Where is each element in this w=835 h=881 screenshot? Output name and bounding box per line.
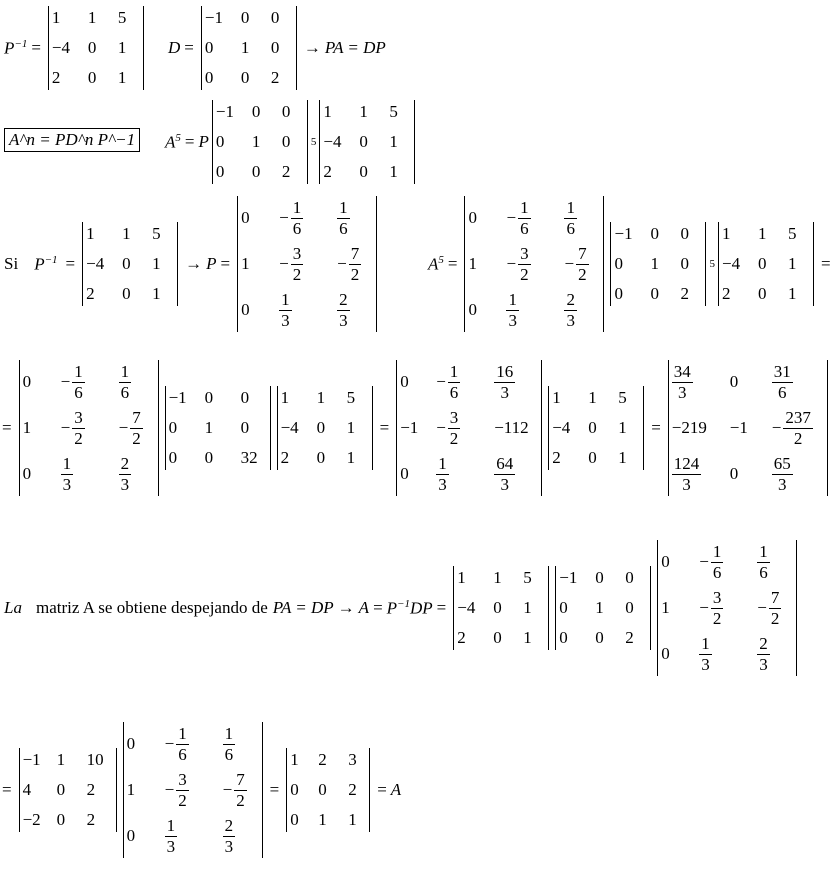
matrix-cell: 1: [721, 224, 731, 244]
matrix-cell: 0: [559, 628, 568, 648]
pinv-matrix: [453, 566, 549, 650]
matrix-cell: 0: [595, 568, 604, 588]
matrix-cell: 1: [493, 568, 502, 588]
matrix-cell: $\frac{1}{3}$: [62, 454, 72, 494]
matrix-cell: 1: [86, 224, 95, 244]
matrix-cell: 1: [56, 750, 66, 770]
equation-a5-substituted: $A^5$ = 0 − $\frac{1}{6}$ $\frac{1}{6}$ 1 − $\frac{3}{2}$ − $\frac{7}{2}$ 0 $\frac{1}{3}$ $\frac{2}{3}$ −1 0 0 0 1 0 0 0 2 5 1 1 5 −4 0 1 2 0 1 =: [428, 196, 835, 332]
matrix-cell: 0: [595, 628, 604, 648]
matrix-cell: $\frac{1}{6}$: [759, 542, 768, 582]
matrix-cell: 0: [290, 780, 299, 800]
matrix-cell: −4: [457, 598, 476, 618]
matrix-cell: 0: [468, 208, 477, 228]
matrix-cell: $\frac{124}{3}$: [673, 454, 700, 494]
matrix-cell: $\frac{2}{3}$: [224, 816, 234, 856]
matrix-cell: 0: [468, 300, 477, 320]
matrix-cell: −1: [204, 8, 223, 27]
d-matrix-power: [212, 100, 308, 184]
matrix-cell: −1: [400, 418, 419, 438]
pinv-matrix: [718, 222, 814, 306]
matrix-cell: $\frac{2}{3}$: [566, 290, 575, 330]
matrix-cell: 0: [122, 284, 131, 304]
matrix-cell: 5: [787, 224, 797, 244]
matrix-cell: 0: [240, 8, 250, 27]
matrix-cell: −112: [494, 418, 529, 438]
p-matrix: [19, 360, 159, 496]
matrix-cell: 1: [122, 224, 131, 244]
matrix-cell: 0: [493, 598, 502, 618]
matrix-cell: 5: [523, 568, 532, 588]
matrix-cell: 1: [251, 132, 261, 151]
matrix-cell: 1: [280, 388, 290, 408]
p-symbol: P: [198, 132, 209, 151]
matrix-cell: 5: [346, 388, 356, 408]
matrix-cell: $\frac{1}{3}$: [701, 634, 710, 674]
matrix-cell: 0: [757, 284, 767, 304]
matrix-cell: 1: [346, 418, 356, 438]
matrix-cell: 2: [721, 284, 731, 304]
matrix-cell: 1: [468, 254, 477, 274]
matrix-cell: 0: [251, 102, 261, 121]
matrix-cell: 0: [493, 628, 502, 648]
an-formula-box: A^n = PD^n P^−1: [4, 128, 140, 152]
p-matrix: [123, 722, 263, 858]
matrix-cell: − $\frac{3}{2}$: [279, 244, 302, 284]
matrix-cell: − $\frac{3}{2}$: [699, 588, 722, 628]
matrix-cell: 1: [618, 418, 627, 438]
matrix-cell: 0: [359, 162, 368, 181]
matrix-cell: 2: [86, 284, 95, 304]
matrix-cell: 0: [290, 810, 299, 830]
matrix-cell: −4: [51, 38, 71, 57]
matrix-cell: 0: [251, 162, 261, 181]
matrix-cell: − $\frac{3}{2}$: [436, 408, 459, 448]
matrix-cell: 0: [22, 372, 32, 392]
matrix-cell: 1: [152, 254, 161, 274]
matrix-cell: −2: [22, 810, 41, 830]
matrix-cell: 0: [680, 254, 689, 274]
matrix-cell: − $\frac{7}{2}$: [564, 244, 587, 284]
matrix-cell: −1: [168, 388, 187, 408]
matrix-cell: 1: [117, 38, 127, 57]
power-exponent: 5: [310, 136, 317, 148]
matrix-cell: − $\frac{7}{2}$: [757, 588, 780, 628]
matrix-cell: 0: [588, 448, 597, 468]
pinvd-matrix: [19, 748, 117, 832]
matrix-cell: 1: [523, 598, 532, 618]
matrix-cell: −4: [552, 418, 571, 438]
matrix-cell: − $\frac{7}{2}$: [337, 244, 360, 284]
matrix-cell: 1: [618, 448, 627, 468]
matrix-cell: 1: [318, 810, 327, 830]
d5-matrix: [165, 386, 271, 470]
matrix-cell: 2: [318, 750, 327, 770]
matrix-cell: 0: [316, 418, 326, 438]
matrix-cell: 2: [51, 68, 61, 87]
equation-solve-a: La matriz A se obtiene despejando de PA = DP → A = $P^{-1}DP$ = 1 1 5 −4 0 1 2 0 1 −1 0 0 0 1 0 0 0 2 0 − $\frac{1}{6}$ $\frac{1}{6}$ 1 − $\frac{3}{2}$ − $\frac{7}{2}$ 0 $\frac{1}{3}$ $\frac{2}{3}$: [4, 540, 800, 676]
matrix-cell: 1: [359, 102, 368, 121]
matrix-cell: 1: [523, 628, 532, 648]
equation-si-p: Si $P^{-1}$ = 1 1 5 −4 0 1 2 0 1 → P = 0 − $\frac{1}{6}$ $\frac{1}{6}$ 1 − $\frac{3}{2}$ − $\frac{7}{2}$ 0 $\frac{1}{3}$ $\frac{2}{3}$: [4, 196, 380, 332]
pinv-matrix: [277, 386, 373, 470]
matrix-cell: 0: [168, 448, 178, 468]
matrix-cell: 1: [389, 132, 398, 151]
matrix-cell: $\frac{1}{3}$: [166, 816, 176, 856]
matrix-cell: 0: [22, 464, 32, 484]
matrix-cell: 2: [86, 780, 96, 800]
matrix-cell: 1: [22, 418, 32, 438]
matrix-cell: 1: [552, 388, 561, 408]
p-matrix: [657, 540, 797, 676]
matrix-cell: 0: [400, 464, 409, 484]
matrix-cell: 1: [240, 38, 250, 57]
matrix-cell: −4: [280, 418, 299, 438]
matrix-cell: 0: [204, 388, 214, 408]
matrix-cell: 1: [348, 810, 357, 830]
matrix-cell: 0: [87, 68, 97, 87]
pinv-matrix: [319, 100, 415, 184]
matrix-cell: 5: [117, 8, 127, 27]
d-matrix: [555, 566, 651, 650]
matrix-cell: $\frac{2}{3}$: [339, 290, 348, 330]
matrix-cell: 1: [787, 284, 797, 304]
pinv-symbol: $P^{-1}$: [4, 37, 28, 58]
matrix-cell: 2: [281, 162, 291, 181]
matrix-cell: 0: [204, 448, 214, 468]
matrix-cell: 1: [595, 598, 604, 618]
matrix-cell: 1: [457, 568, 466, 588]
matrix-cell: 2: [270, 68, 280, 87]
matrix-cell: $\frac{1}{6}$: [339, 198, 348, 238]
matrix-cell: 0: [729, 372, 739, 392]
d-symbol: D: [168, 38, 181, 57]
matrix-cell: 2: [625, 628, 634, 648]
matrix-cell: 4: [22, 780, 32, 800]
matrix-cell: 0: [680, 224, 689, 244]
matrix-cell: 0: [241, 208, 250, 228]
relation-pa-dp: PA = DP: [272, 598, 334, 618]
pinv-matrix: [82, 222, 178, 306]
matrix-cell: $\frac{34}{3}$: [673, 362, 691, 402]
matrix-cell: 0: [729, 464, 739, 484]
matrix-cell: $\frac{65}{3}$: [773, 454, 791, 494]
matrix-cell: 1: [241, 254, 250, 274]
matrix-cell: −1: [215, 102, 234, 121]
matrix-cell: − $\frac{1}{6}$: [699, 542, 722, 582]
matrix-cell: 2: [680, 284, 689, 304]
matrix-cell: −1: [559, 568, 578, 588]
matrix-cell: 1: [661, 598, 670, 618]
matrix-cell: 1: [290, 750, 299, 770]
matrix-cell: 0: [625, 598, 634, 618]
matrix-cell: − $\frac{7}{2}$: [222, 770, 245, 810]
matrix-cell: 1: [787, 254, 797, 274]
pd5-matrix: [396, 360, 542, 496]
matrix-cell: 0: [281, 132, 291, 151]
matrix-cell: 32: [240, 448, 258, 468]
matrix-cell: 1: [51, 8, 61, 27]
matrix-cell: −219: [671, 418, 707, 438]
si-label: Si: [4, 254, 19, 274]
matrix-cell: 1: [588, 388, 597, 408]
matrix-cell: 0: [757, 254, 767, 274]
matrix-cell: 1: [323, 102, 332, 121]
matrix-cell: 2: [323, 162, 332, 181]
power-exponent: 5: [709, 258, 715, 271]
matrix-cell: −4: [721, 254, 741, 274]
matrix-cell: 0: [661, 552, 670, 572]
equation-pinv-definition: $P^{-1}$ = 1 1 5 −4 0 1 2 0 1: [4, 6, 147, 90]
matrix-cell: 0: [359, 132, 368, 151]
p-symbol: P: [206, 254, 217, 274]
matrix-cell: 0: [316, 448, 326, 468]
matrix-cell: 0: [650, 224, 659, 244]
matrix-cell: $\frac{1}{3}$: [438, 454, 447, 494]
matrix-cell: $\frac{1}{6}$: [224, 724, 234, 764]
matrix-cell: $\frac{31}{6}$: [773, 362, 791, 402]
matrix-cell: 1: [152, 284, 161, 304]
matrix-cell: 0: [614, 284, 623, 304]
matrix-cell: 0: [168, 418, 178, 438]
matrix-cell: −4: [323, 132, 342, 151]
matrix-cell: 5: [152, 224, 161, 244]
matrix-cell: 1: [346, 448, 356, 468]
matrix-cell: − $\frac{1}{6}$: [279, 198, 302, 238]
matrix-cell: 0: [240, 68, 250, 87]
a5-symbol: $A^5$: [165, 131, 181, 152]
matrix-cell: 1: [650, 254, 659, 274]
matrix-cell: − $\frac{1}{6}$: [506, 198, 529, 238]
matrix-cell: 1: [117, 68, 127, 87]
matrix-cell: 0: [625, 568, 634, 588]
matrix-cell: $\frac{16}{3}$: [496, 362, 514, 402]
matrix-cell: 0: [204, 68, 214, 87]
a-matrix: [286, 748, 370, 832]
matrix-cell: − $\frac{237}{2}$: [771, 408, 811, 448]
matrix-cell: 1: [389, 162, 398, 181]
matrix-cell: $\frac{1}{6}$: [120, 362, 130, 402]
equation-d-definition: D = −1 0 0 0 1 0 0 0 2 → PA = DP: [168, 6, 386, 90]
matrix-cell: − $\frac{1}{6}$: [60, 362, 83, 402]
matrix-cell: 0: [56, 780, 66, 800]
matrix-cell: −1: [22, 750, 41, 770]
matrix-cell: 0: [240, 388, 250, 408]
matrix-cell: 5: [618, 388, 627, 408]
matrix-cell: 0: [281, 102, 291, 121]
sentence-text: matriz A se obtiene despejando de: [35, 598, 268, 618]
matrix-cell: 0: [126, 826, 136, 846]
matrix-cell: 0: [56, 810, 66, 830]
matrix-cell: 2: [348, 780, 357, 800]
matrix-cell: 0: [661, 644, 670, 664]
matrix-cell: 0: [588, 418, 597, 438]
matrix-cell: − $\frac{7}{2}$: [118, 408, 141, 448]
a-symbol: A: [390, 780, 402, 800]
matrix-cell: 2: [552, 448, 561, 468]
matrix-cell: $\frac{64}{3}$: [496, 454, 514, 494]
equation-product-chain: = 0 − $\frac{1}{6}$ $\frac{1}{6}$ 1 − $\frac{3}{2}$ − $\frac{7}{2}$ 0 $\frac{1}{3}$ $\frac{2}{3}$ −1 0 0 0 1 0 0 0 32 1 1 5 −4 0 1 2 0 1 = 0 − $\frac{1}{6}$ $\frac{16}{3}$ −1 − $\frac{3}{2}$ −112 0 $\frac{1}{3}$ $\frac{64}{3}$ 1 1 5 −4 0 1 2 0 1 = $\frac{34}{3}$ 0 $\frac{31}{6}$ −219 −1 − $\frac{237}{2}$ $\frac{124}{3}$ 0 $\frac{65}{3}$: [2, 360, 831, 496]
p-matrix: [464, 196, 604, 332]
matrix-cell: 0: [270, 8, 280, 27]
matrix-cell: 2: [280, 448, 290, 468]
matrix-cell: 0: [126, 734, 136, 754]
matrix-cell: 2: [86, 810, 96, 830]
matrix-cell: 10: [86, 750, 104, 770]
matrix-cell: $\frac{1}{3}$: [281, 290, 290, 330]
matrix-cell: 0: [318, 780, 327, 800]
matrix-cell: 1: [87, 8, 97, 27]
matrix-cell: 0: [215, 162, 225, 181]
matrix-cell: −1: [729, 418, 748, 438]
matrix-cell: −4: [86, 254, 105, 274]
matrix-cell: 0: [270, 38, 280, 57]
matrix-cell: $\frac{2}{3}$: [759, 634, 768, 674]
matrix-cell: − $\frac{1}{6}$: [436, 362, 459, 402]
matrix-cell: 1: [316, 388, 326, 408]
matrix-cell: 0: [204, 38, 214, 57]
equation-final-a: = −1 1 10 4 0 2 −2 0 2 0 − $\frac{1}{6}$ $\frac{1}{6}$ 1 − $\frac{3}{2}$ − $\frac{7}{2}$ 0 $\frac{1}{3}$ $\frac{2}{3}$ = 1 2 3 0 0 2 0 1 1 = A: [2, 722, 401, 858]
matrix-cell: 1: [204, 418, 214, 438]
matrix-cell: 1: [126, 780, 136, 800]
equation-a5-expansion: $A^5$ = P −1 0 0 0 1 0 0 0 2 5 1 1 5 −4 0 1 2 0 1: [165, 100, 418, 184]
matrix-cell: $\frac{1}{6}$: [566, 198, 575, 238]
la-label: La: [4, 598, 22, 618]
matrix-cell: 0: [400, 372, 409, 392]
matrix-cell: 0: [614, 254, 623, 274]
matrix-cell: 0: [215, 132, 225, 151]
matrix-cell: −1: [614, 224, 633, 244]
matrix-cell: 1: [757, 224, 767, 244]
d-matrix: [201, 6, 297, 90]
matrix-cell: − $\frac{3}{2}$: [60, 408, 83, 448]
matrix-cell: − $\frac{3}{2}$: [164, 770, 187, 810]
matrix-cell: $\frac{2}{3}$: [120, 454, 130, 494]
matrix-cell: 0: [240, 418, 250, 438]
relation-pa-dp: PA = DP: [324, 38, 386, 57]
d-matrix-power: [610, 222, 706, 306]
boxed-formula: [4, 128, 140, 152]
matrix-cell: − $\frac{1}{6}$: [164, 724, 187, 764]
pinv-matrix: [48, 6, 144, 90]
matrix-cell: 2: [457, 628, 466, 648]
a5-result-matrix: [668, 360, 828, 496]
matrix-cell: 0: [87, 38, 97, 57]
matrix-cell: 5: [389, 102, 398, 121]
p-matrix: [237, 196, 377, 332]
matrix-cell: $\frac{1}{3}$: [508, 290, 517, 330]
matrix-cell: 0: [241, 300, 250, 320]
matrix-cell: 0: [650, 284, 659, 304]
matrix-cell: 0: [559, 598, 568, 618]
matrix-cell: 0: [122, 254, 131, 274]
matrix-cell: − $\frac{3}{2}$: [506, 244, 529, 284]
pinv-matrix: [548, 386, 644, 470]
matrix-cell: 3: [348, 750, 357, 770]
